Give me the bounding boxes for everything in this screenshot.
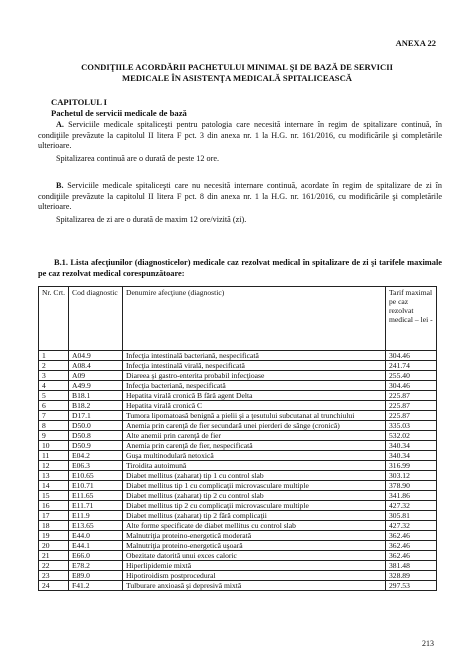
table-row xyxy=(39,421,437,431)
cell-nr: 23 xyxy=(39,571,69,581)
cell-name: Alte forme specificate de diabet mellitus cu control slab xyxy=(123,521,386,531)
table-row xyxy=(39,381,437,391)
cell-code: A49.9 xyxy=(69,381,123,391)
document-title xyxy=(38,62,436,84)
header-name: Denumire afecţiune (diagnostic) xyxy=(123,287,386,351)
cell-name: Diabet mellitus (zaharat) tip 2 fără complicaţii xyxy=(123,511,386,521)
cell-code: D50.9 xyxy=(69,441,123,451)
cell-name: Hepatita virală cronică B fără agent Delta xyxy=(123,391,386,401)
cell-nr: 20 xyxy=(39,541,69,551)
table-row xyxy=(39,401,437,411)
cell-nr: 22 xyxy=(39,561,69,571)
cell-code: E11.65 xyxy=(69,491,123,501)
section-a xyxy=(38,120,442,164)
cell-code: A08.4 xyxy=(69,361,123,371)
table-row xyxy=(39,391,437,401)
table-row xyxy=(39,571,437,581)
cell-name: Diabet mellitus (zaharat) tip 1 cu control slab xyxy=(123,471,386,481)
cell-name: Obezitate datorită unui exces caloric xyxy=(123,551,386,561)
cell-tariff: 255.40 xyxy=(386,371,437,381)
diagnosis-table xyxy=(38,286,437,591)
cell-name: Anemia prin carenţă de fier, nespecificată xyxy=(123,441,386,451)
cell-name: Infecţia intestinală bacteriană, nespecificată xyxy=(123,351,386,361)
section-a-marker: A. xyxy=(56,120,64,129)
cell-nr: 1 xyxy=(39,351,69,361)
title-line-1: CONDIŢIILE ACORDĂRII PACHETULUI MINIMAL ŞI DE BAZĂ DE SERVICII xyxy=(81,62,393,72)
cell-tariff: 341.86 xyxy=(386,491,437,501)
cell-code: E11.71 xyxy=(69,501,123,511)
table-row xyxy=(39,511,437,521)
cell-code: A09 xyxy=(69,371,123,381)
table-header-row xyxy=(39,287,437,351)
table-row xyxy=(39,531,437,541)
section-b1-heading: B.1. Lista afecţiunilor (diagnosticelor) medicale caz rezolvat medical în spitalizare de zi şi tarifele maximale pe caz rezolvat medical corespunzătoare: xyxy=(38,258,442,278)
cell-name: Malnutriţia proteino-energetică uşoară xyxy=(123,541,386,551)
cell-nr: 15 xyxy=(39,491,69,501)
cell-nr: 11 xyxy=(39,451,69,461)
cell-name: Infecţia bacteriană, nespecificată xyxy=(123,381,386,391)
cell-tariff: 335.03 xyxy=(386,421,437,431)
cell-tariff: 303.12 xyxy=(386,471,437,481)
cell-tariff: 305.81 xyxy=(386,511,437,521)
cell-name: Hipotiroidism postprocedural xyxy=(123,571,386,581)
cell-tariff: 378.90 xyxy=(386,481,437,491)
cell-tariff: 328.89 xyxy=(386,571,437,581)
table-row xyxy=(39,431,437,441)
cell-name: Alte anemii prin carenţă de fier xyxy=(123,431,386,441)
cell-name: Tumora lipomatoasă benignă a pielii şi a ţesutului subcutanat al trunchiului xyxy=(123,411,386,421)
table-row xyxy=(39,501,437,511)
table-row xyxy=(39,581,437,591)
section-b-marker: B. xyxy=(56,181,64,190)
cell-nr: 16 xyxy=(39,501,69,511)
table-body xyxy=(39,351,437,591)
cell-nr: 6 xyxy=(39,401,69,411)
table-row xyxy=(39,371,437,381)
cell-name: Diabet mellitus tip 1 cu complicaţii microvasculare multiple xyxy=(123,481,386,491)
cell-tariff: 225.87 xyxy=(386,391,437,401)
cell-tariff: 225.87 xyxy=(386,411,437,421)
cell-tariff: 225.87 xyxy=(386,401,437,411)
cell-code: E06.3 xyxy=(69,461,123,471)
section-b-duration: Spitalizarea de zi are o durată de maxim 12 ore/vizită (zi). xyxy=(56,214,247,224)
cell-tariff: 427.32 xyxy=(386,501,437,511)
cell-tariff: 304.46 xyxy=(386,351,437,361)
cell-name: Infecţia intestinală virală, nespecificată xyxy=(123,361,386,371)
cell-nr: 8 xyxy=(39,421,69,431)
cell-code: E44.1 xyxy=(69,541,123,551)
cell-code: E10.71 xyxy=(69,481,123,491)
cell-nr: 14 xyxy=(39,481,69,491)
cell-nr: 3 xyxy=(39,371,69,381)
cell-name: Diareea şi gastro-enterita probabil infecţioase xyxy=(123,371,386,381)
cell-nr: 21 xyxy=(39,551,69,561)
cell-code: B18.2 xyxy=(69,401,123,411)
cell-nr: 5 xyxy=(39,391,69,401)
table-row xyxy=(39,541,437,551)
cell-nr: 24 xyxy=(39,581,69,591)
table-row xyxy=(39,411,437,421)
cell-name: Anemia prin carenţă de fier secundară unei pierderi de sânge (cronică) xyxy=(123,421,386,431)
cell-tariff: 381.48 xyxy=(386,561,437,571)
table-row xyxy=(39,521,437,531)
cell-code: E78.2 xyxy=(69,561,123,571)
table-row xyxy=(39,471,437,481)
chapter-heading xyxy=(51,97,187,119)
cell-tariff: 340.34 xyxy=(386,451,437,461)
table-row xyxy=(39,351,437,361)
cell-name: Hiperlipidemie mixtă xyxy=(123,561,386,571)
cell-code: E89.0 xyxy=(69,571,123,581)
cell-code: A04.9 xyxy=(69,351,123,361)
cell-tariff: 362.46 xyxy=(386,541,437,551)
annex-label: ANEXA 22 xyxy=(395,38,436,48)
section-a-duration: Spitalizarea continuă are o durată de peste 12 ore. xyxy=(56,153,219,163)
cell-nr: 12 xyxy=(39,461,69,471)
cell-nr: 19 xyxy=(39,531,69,541)
page-number: 213 xyxy=(422,639,434,648)
section-b xyxy=(38,181,442,225)
section-b-text: Serviciile medicale spitaliceşti care nu necesită internare continuă, acordate în regim de spitalizare de zi în condiţiile prevăzute la capitolul II litera F pct. 8 din anexa nr. 1 la H.G. nr. 161/2016, cu modificările şi completările ulterioare. xyxy=(38,181,442,211)
cell-nr: 4 xyxy=(39,381,69,391)
section-a-text: Serviciile medicale spitaliceşti pentru patologia care necesită internare în regim de spitalizare continuă, în condiţiile prevăzute la capitolul II litera F pct. 3 din anexa nr. 1 la H.G. nr. 161/2016, cu modificările şi completările ulterioare. xyxy=(38,120,442,150)
cell-code: D17.1 xyxy=(69,411,123,421)
cell-tariff: 427.32 xyxy=(386,521,437,531)
table-row xyxy=(39,561,437,571)
table-row xyxy=(39,461,437,471)
chapter-label: CAPITOLUL I xyxy=(51,97,107,107)
cell-name: Guşa multinodulară netoxică xyxy=(123,451,386,461)
cell-code: E11.9 xyxy=(69,511,123,521)
table-row xyxy=(39,481,437,491)
cell-code: D50.8 xyxy=(69,431,123,441)
title-line-2: MEDICALE ÎN ASISTENŢA MEDICALĂ SPITALICEASCĂ xyxy=(121,73,352,83)
cell-nr: 7 xyxy=(39,411,69,421)
cell-name: Malnutriţia proteino-energetică moderată xyxy=(123,531,386,541)
cell-tariff: 340.34 xyxy=(386,441,437,451)
cell-nr: 10 xyxy=(39,441,69,451)
table-row xyxy=(39,441,437,451)
cell-code: E04.2 xyxy=(69,451,123,461)
cell-code: E44.0 xyxy=(69,531,123,541)
cell-name: Diabet mellitus (zaharat) tip 2 cu control slab xyxy=(123,491,386,501)
cell-name: Diabet mellitus tip 2 cu complicaţii microvasculare multiple xyxy=(123,501,386,511)
cell-name: Tulburare anxioasă şi depresivă mixtă xyxy=(123,581,386,591)
header-code: Cod diagnostic xyxy=(69,287,123,351)
table-row xyxy=(39,451,437,461)
cell-tariff: 241.74 xyxy=(386,361,437,371)
cell-tariff: 362.46 xyxy=(386,551,437,561)
table-row xyxy=(39,361,437,371)
cell-tariff: 532.02 xyxy=(386,431,437,441)
chapter-subtitle: Pachetul de servicii medicale de bază xyxy=(51,108,187,118)
cell-code: E66.0 xyxy=(69,551,123,561)
table-row xyxy=(39,551,437,561)
header-tariff: Tarif maximal pe caz rezolvat medical – lei - xyxy=(386,287,437,351)
cell-tariff: 297.53 xyxy=(386,581,437,591)
cell-code: B18.1 xyxy=(69,391,123,401)
cell-code: D50.0 xyxy=(69,421,123,431)
cell-code: F41.2 xyxy=(69,581,123,591)
cell-nr: 2 xyxy=(39,361,69,371)
cell-name: Tiroidita autoimună xyxy=(123,461,386,471)
header-nr: Nr. Crt. xyxy=(39,287,69,351)
cell-code: E13.65 xyxy=(69,521,123,531)
cell-nr: 17 xyxy=(39,511,69,521)
cell-nr: 9 xyxy=(39,431,69,441)
cell-name: Hepatita virală cronică C xyxy=(123,401,386,411)
cell-nr: 13 xyxy=(39,471,69,481)
table-row xyxy=(39,491,437,501)
cell-nr: 18 xyxy=(39,521,69,531)
cell-tariff: 362.46 xyxy=(386,531,437,541)
cell-code: E10.65 xyxy=(69,471,123,481)
cell-tariff: 316.99 xyxy=(386,461,437,471)
cell-tariff: 304.46 xyxy=(386,381,437,391)
